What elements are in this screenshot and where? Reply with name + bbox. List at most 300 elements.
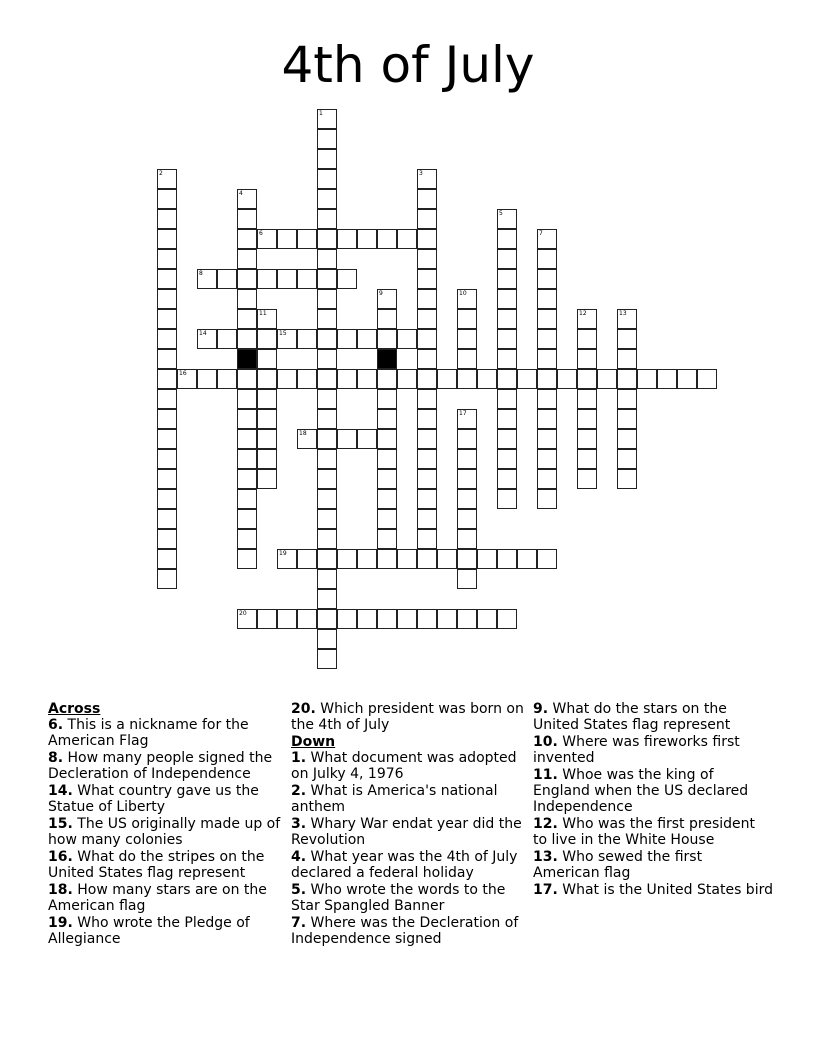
grid-cell[interactable] xyxy=(417,349,437,369)
grid-cell[interactable] xyxy=(617,349,637,369)
grid-cell[interactable] xyxy=(517,549,537,569)
grid-cell[interactable] xyxy=(237,509,257,529)
clue-number-label: 11 xyxy=(259,310,267,317)
grid-cell[interactable] xyxy=(617,309,637,329)
grid-cell[interactable] xyxy=(257,469,277,489)
clue-number-label: 17 xyxy=(459,410,467,417)
grid-cell[interactable] xyxy=(197,329,217,349)
clues-column-2 xyxy=(291,701,531,948)
grid-cell[interactable] xyxy=(417,309,437,329)
grid-cell[interactable] xyxy=(237,329,257,349)
grid-cell[interactable] xyxy=(457,369,477,389)
grid-cell[interactable] xyxy=(477,369,497,389)
grid-cell[interactable] xyxy=(237,309,257,329)
clue-number-label: 6 xyxy=(259,230,263,237)
grid-cell[interactable] xyxy=(417,429,437,449)
grid-cell[interactable] xyxy=(337,269,357,289)
grid-cell[interactable] xyxy=(457,349,477,369)
grid-cell[interactable] xyxy=(277,609,297,629)
grid-cell[interactable] xyxy=(317,569,337,589)
grid-cell[interactable] xyxy=(457,509,477,529)
clue-section-header: Down xyxy=(291,734,336,750)
grid-cell[interactable] xyxy=(317,509,337,529)
clue-number: 13. xyxy=(533,849,558,865)
grid-cell[interactable] xyxy=(617,469,637,489)
grid-cell[interactable] xyxy=(317,269,337,289)
grid-cell[interactable] xyxy=(617,329,637,349)
grid-cell[interactable] xyxy=(417,209,437,229)
grid-cell[interactable] xyxy=(457,489,477,509)
clue-number-label: 1 xyxy=(319,110,323,117)
clue-number: 11. xyxy=(533,767,558,783)
clue-number: 7. xyxy=(291,915,307,931)
grid-cell[interactable] xyxy=(317,129,337,149)
grid-cell[interactable] xyxy=(317,109,337,129)
grid-cell[interactable] xyxy=(417,469,437,489)
grid-cell[interactable] xyxy=(237,249,257,269)
grid-cell[interactable] xyxy=(297,609,317,629)
grid-cell[interactable] xyxy=(497,209,517,229)
grid-cell[interactable] xyxy=(577,409,597,429)
grid-cell[interactable] xyxy=(157,409,177,429)
grid-cell[interactable] xyxy=(617,409,637,429)
clue-item xyxy=(533,816,773,848)
grid-cell[interactable] xyxy=(297,229,317,249)
grid-cell[interactable] xyxy=(497,389,517,409)
grid-cell[interactable] xyxy=(277,229,297,249)
clue-text: What is America's national anthem xyxy=(291,783,498,815)
grid-cell[interactable] xyxy=(237,429,257,449)
grid-cell[interactable] xyxy=(297,429,317,449)
grid-cell[interactable] xyxy=(537,469,557,489)
grid-cell[interactable] xyxy=(477,609,497,629)
clue-item xyxy=(291,849,531,881)
grid-cell[interactable] xyxy=(497,289,517,309)
clue-number: 9. xyxy=(533,701,549,717)
clue-number: 19. xyxy=(48,915,73,931)
grid-cell[interactable] xyxy=(157,249,177,269)
grid-cell[interactable] xyxy=(257,309,277,329)
clue-number: 8. xyxy=(48,750,64,766)
grid-cell[interactable] xyxy=(357,329,377,349)
clue-item xyxy=(48,849,288,881)
grid-cell[interactable] xyxy=(237,289,257,309)
grid-cell[interactable] xyxy=(677,369,697,389)
clue-text: Who sewed the first American flag xyxy=(533,849,703,881)
grid-cell[interactable] xyxy=(157,229,177,249)
grid-cell[interactable] xyxy=(457,449,477,469)
grid-cell[interactable] xyxy=(357,609,377,629)
clue-text: How many people signed the Decleration of Independence xyxy=(48,750,273,782)
grid-cell[interactable] xyxy=(317,549,337,569)
clue-item xyxy=(533,849,773,881)
grid-cell[interactable] xyxy=(437,609,457,629)
clue-number-label: 2 xyxy=(159,170,163,177)
grid-cell[interactable] xyxy=(257,369,277,389)
grid-cell[interactable] xyxy=(237,409,257,429)
grid-cell[interactable] xyxy=(457,309,477,329)
clue-text: What document was adopted on Julky 4, 1976 xyxy=(291,750,517,782)
grid-cell[interactable] xyxy=(297,369,317,389)
grid-cell[interactable] xyxy=(537,409,557,429)
grid-cell[interactable] xyxy=(377,369,397,389)
grid-cell[interactable] xyxy=(237,209,257,229)
grid-cell[interactable] xyxy=(377,429,397,449)
grid-cell[interactable] xyxy=(377,469,397,489)
grid-cell[interactable] xyxy=(237,189,257,209)
grid-cell[interactable] xyxy=(617,449,637,469)
grid-cell[interactable] xyxy=(577,369,597,389)
grid-cell[interactable] xyxy=(317,389,337,409)
grid-cell[interactable] xyxy=(237,269,257,289)
clue-number: 3. xyxy=(291,816,307,832)
grid-cell[interactable] xyxy=(497,469,517,489)
clue-number-label: 16 xyxy=(179,370,187,377)
clue-number: 4. xyxy=(291,849,307,865)
grid-cell[interactable] xyxy=(417,169,437,189)
clue-number: 20. xyxy=(291,701,316,717)
grid-cell[interactable] xyxy=(457,329,477,349)
grid-cell[interactable] xyxy=(337,369,357,389)
grid-cell[interactable] xyxy=(457,289,477,309)
clue-section-header: Across xyxy=(48,701,101,717)
grid-cell[interactable] xyxy=(237,549,257,569)
grid-cell[interactable] xyxy=(577,389,597,409)
grid-cell[interactable] xyxy=(157,489,177,509)
grid-cell[interactable] xyxy=(257,269,277,289)
grid-cell[interactable] xyxy=(357,229,377,249)
clue-text: The US originally made up of how many colonies xyxy=(48,816,281,848)
grid-cell[interactable] xyxy=(377,389,397,409)
grid-cell[interactable] xyxy=(537,449,557,469)
grid-cell[interactable] xyxy=(397,329,417,349)
grid-cell[interactable] xyxy=(157,349,177,369)
clue-number-label: 9 xyxy=(379,290,383,297)
clue-text: What is the United States bird xyxy=(557,882,773,898)
grid-cell[interactable] xyxy=(417,329,437,349)
grid-cell[interactable] xyxy=(357,429,377,449)
grid-cell[interactable] xyxy=(157,509,177,529)
grid-cell[interactable] xyxy=(377,309,397,329)
grid-cell[interactable] xyxy=(317,189,337,209)
grid-cell[interactable] xyxy=(157,189,177,209)
grid-cell[interactable] xyxy=(577,349,597,369)
grid-cell[interactable] xyxy=(297,549,317,569)
grid-cell[interactable] xyxy=(317,349,337,369)
grid-cell[interactable] xyxy=(377,329,397,349)
grid-cell[interactable] xyxy=(157,209,177,229)
grid-cell[interactable] xyxy=(217,369,237,389)
grid-cell[interactable] xyxy=(157,569,177,589)
clue-text: How many stars are on the American flag xyxy=(48,882,267,914)
grid-cell[interactable] xyxy=(317,469,337,489)
clue-text: What do the stars on the United States flag represent xyxy=(533,701,731,733)
grid-cell[interactable] xyxy=(537,229,557,249)
grid-cell[interactable] xyxy=(497,449,517,469)
grid-cell[interactable] xyxy=(257,389,277,409)
grid-cell[interactable] xyxy=(377,549,397,569)
grid-cell[interactable] xyxy=(197,369,217,389)
grid-cell[interactable] xyxy=(157,549,177,569)
clue-item xyxy=(291,915,531,947)
grid-cell[interactable] xyxy=(537,549,557,569)
clue-item xyxy=(291,750,531,782)
clue-text: What do the stripes on the United States flag represent xyxy=(48,849,265,881)
grid-cell[interactable] xyxy=(317,409,337,429)
grid-cell[interactable] xyxy=(257,409,277,429)
grid-cell[interactable] xyxy=(277,549,297,569)
grid-cell[interactable] xyxy=(417,289,437,309)
clue-item xyxy=(291,816,531,848)
grid-cell[interactable] xyxy=(337,329,357,349)
grid-cell[interactable] xyxy=(557,369,577,389)
grid-cell[interactable] xyxy=(277,269,297,289)
clue-number-label: 7 xyxy=(539,230,543,237)
grid-cell[interactable] xyxy=(457,549,477,569)
grid-cell[interactable] xyxy=(497,229,517,249)
grid-cell[interactable] xyxy=(437,549,457,569)
clue-text: What country gave us the Statue of Liberty xyxy=(48,783,259,815)
grid-cell[interactable] xyxy=(317,209,337,229)
grid-cell[interactable] xyxy=(417,189,437,209)
grid-cell[interactable] xyxy=(597,369,617,389)
grid-cell[interactable] xyxy=(457,609,477,629)
grid-cell[interactable] xyxy=(417,369,437,389)
clue-item xyxy=(48,882,288,914)
grid-cell[interactable] xyxy=(397,229,417,249)
grid-cell[interactable] xyxy=(437,369,457,389)
grid-cell[interactable] xyxy=(297,269,317,289)
grid-cell[interactable] xyxy=(577,329,597,349)
grid-cell[interactable] xyxy=(497,489,517,509)
grid-cell[interactable] xyxy=(417,529,437,549)
grid-cell[interactable] xyxy=(497,249,517,269)
grid-cell[interactable] xyxy=(317,149,337,169)
grid-cell[interactable] xyxy=(517,369,537,389)
grid-cell[interactable] xyxy=(537,489,557,509)
grid-cell[interactable] xyxy=(417,509,437,529)
clue-item xyxy=(533,882,773,898)
grid-cell[interactable] xyxy=(577,449,597,469)
grid-cell[interactable] xyxy=(317,429,337,449)
grid-cell[interactable] xyxy=(357,369,377,389)
grid-cell[interactable] xyxy=(397,609,417,629)
clues-column-1 xyxy=(48,701,288,948)
grid-cell[interactable] xyxy=(417,409,437,429)
grid-cell[interactable] xyxy=(537,329,557,349)
grid-cell[interactable] xyxy=(497,269,517,289)
grid-cell[interactable] xyxy=(317,229,337,249)
clue-item xyxy=(533,701,773,733)
grid-cell[interactable] xyxy=(417,269,437,289)
grid-cell[interactable] xyxy=(537,389,557,409)
grid-cell[interactable] xyxy=(657,369,677,389)
grid-cell[interactable] xyxy=(497,549,517,569)
grid-cell[interactable] xyxy=(457,569,477,589)
grid-cell[interactable] xyxy=(377,449,397,469)
grid-cell[interactable] xyxy=(157,269,177,289)
grid-cell[interactable] xyxy=(257,429,277,449)
grid-cell[interactable] xyxy=(457,469,477,489)
grid-cell[interactable] xyxy=(317,369,337,389)
grid-cell[interactable] xyxy=(577,309,597,329)
grid-cell[interactable] xyxy=(397,369,417,389)
grid-cell[interactable] xyxy=(457,529,477,549)
grid-cell[interactable] xyxy=(417,229,437,249)
grid-cell[interactable] xyxy=(537,249,557,269)
grid-cell[interactable] xyxy=(157,169,177,189)
grid-cell[interactable] xyxy=(497,329,517,349)
grid-cell[interactable] xyxy=(157,389,177,409)
grid-cell[interactable] xyxy=(257,229,277,249)
grid-cell[interactable] xyxy=(337,229,357,249)
grid-cell[interactable] xyxy=(217,269,237,289)
grid-cell[interactable] xyxy=(237,229,257,249)
grid-cell[interactable] xyxy=(377,289,397,309)
grid-cell[interactable] xyxy=(317,449,337,469)
grid-block xyxy=(377,349,397,369)
grid-cell[interactable] xyxy=(317,309,337,329)
clue-item xyxy=(533,734,773,766)
clue-text: Where was the Decleration of Independence signed xyxy=(291,915,519,947)
grid-cell[interactable] xyxy=(497,349,517,369)
clue-item xyxy=(48,750,288,782)
grid-cell[interactable] xyxy=(317,249,337,269)
clue-number: 16. xyxy=(48,849,73,865)
grid-cell[interactable] xyxy=(537,289,557,309)
grid-cell[interactable] xyxy=(157,369,177,389)
grid-cell[interactable] xyxy=(377,529,397,549)
grid-cell[interactable] xyxy=(697,369,717,389)
grid-cell[interactable] xyxy=(357,549,377,569)
grid-cell[interactable] xyxy=(617,429,637,449)
clue-number-label: 4 xyxy=(239,190,243,197)
grid-cell[interactable] xyxy=(157,529,177,549)
grid-cell[interactable] xyxy=(157,429,177,449)
grid-cell[interactable] xyxy=(257,609,277,629)
grid-cell[interactable] xyxy=(237,369,257,389)
clue-item xyxy=(48,915,288,947)
grid-cell[interactable] xyxy=(317,649,337,669)
clue-number-label: 8 xyxy=(199,270,203,277)
grid-cell[interactable] xyxy=(417,609,437,629)
grid-cell[interactable] xyxy=(317,489,337,509)
grid-cell[interactable] xyxy=(157,449,177,469)
grid-cell[interactable] xyxy=(497,609,517,629)
clue-number-label: 13 xyxy=(619,310,627,317)
grid-cell[interactable] xyxy=(537,429,557,449)
grid-cell[interactable] xyxy=(457,409,477,429)
grid-cell[interactable] xyxy=(197,269,217,289)
clue-number: 2. xyxy=(291,783,307,799)
grid-cell[interactable] xyxy=(417,489,437,509)
grid-cell[interactable] xyxy=(617,389,637,409)
grid-cell[interactable] xyxy=(237,529,257,549)
grid-cell[interactable] xyxy=(297,329,317,349)
grid-cell[interactable] xyxy=(417,389,437,409)
grid-cell[interactable] xyxy=(497,409,517,429)
grid-cell[interactable] xyxy=(317,329,337,349)
grid-cell[interactable] xyxy=(637,369,657,389)
grid-cell[interactable] xyxy=(277,369,297,389)
grid-cell[interactable] xyxy=(497,309,517,329)
grid-cell[interactable] xyxy=(217,329,237,349)
grid-cell[interactable] xyxy=(157,329,177,349)
grid-cell[interactable] xyxy=(237,469,257,489)
grid-cell[interactable] xyxy=(377,609,397,629)
grid-cell[interactable] xyxy=(337,429,357,449)
clue-number: 1. xyxy=(291,750,307,766)
clue-text: Whoe was the king of England when the US declared Independence xyxy=(533,767,749,815)
grid-cell[interactable] xyxy=(417,549,437,569)
clue-number-label: 10 xyxy=(459,290,467,297)
clue-text: What year was the 4th of July declared a federal holiday xyxy=(291,849,518,881)
grid-cell[interactable] xyxy=(337,609,357,629)
grid-cell[interactable] xyxy=(237,489,257,509)
grid-cell[interactable] xyxy=(277,329,297,349)
clue-item xyxy=(48,717,288,749)
clue-number-label: 5 xyxy=(499,210,503,217)
grid-cell[interactable] xyxy=(317,589,337,609)
grid-cell[interactable] xyxy=(317,629,337,649)
grid-cell[interactable] xyxy=(617,369,637,389)
grid-cell[interactable] xyxy=(257,449,277,469)
grid-cell[interactable] xyxy=(477,549,497,569)
grid-cell[interactable] xyxy=(177,369,197,389)
grid-cell[interactable] xyxy=(577,429,597,449)
clue-item xyxy=(48,816,288,848)
grid-cell[interactable] xyxy=(537,369,557,389)
grid-cell[interactable] xyxy=(157,309,177,329)
grid-cell[interactable] xyxy=(377,509,397,529)
grid-cell[interactable] xyxy=(577,469,597,489)
grid-cell[interactable] xyxy=(157,289,177,309)
grid-cell[interactable] xyxy=(337,549,357,569)
grid-cell[interactable] xyxy=(457,429,477,449)
grid-cell[interactable] xyxy=(237,609,257,629)
grid-cell[interactable] xyxy=(157,469,177,489)
grid-cell[interactable] xyxy=(377,409,397,429)
grid-cell[interactable] xyxy=(497,429,517,449)
grid-cell[interactable] xyxy=(417,449,437,469)
grid-cell[interactable] xyxy=(537,349,557,369)
clue-text: Which president was born on the 4th of July xyxy=(291,701,524,733)
grid-cell[interactable] xyxy=(257,329,277,349)
grid-cell[interactable] xyxy=(317,289,337,309)
clue-number: 17. xyxy=(533,882,558,898)
grid-cell[interactable] xyxy=(257,349,277,369)
clue-item xyxy=(48,783,288,815)
grid-cell[interactable] xyxy=(377,229,397,249)
grid-cell[interactable] xyxy=(537,269,557,289)
grid-block xyxy=(237,349,257,369)
grid-cell[interactable] xyxy=(317,169,337,189)
clue-number: 12. xyxy=(533,816,558,832)
grid-cell[interactable] xyxy=(317,609,337,629)
clue-number: 6. xyxy=(48,717,64,733)
grid-cell[interactable] xyxy=(537,309,557,329)
grid-cell[interactable] xyxy=(497,369,517,389)
clue-number-label: 18 xyxy=(299,430,307,437)
clue-item xyxy=(291,783,531,815)
grid-cell[interactable] xyxy=(397,549,417,569)
clue-number-label: 15 xyxy=(279,330,287,337)
grid-cell[interactable] xyxy=(237,449,257,469)
grid-cell[interactable] xyxy=(377,489,397,509)
grid-cell[interactable] xyxy=(237,389,257,409)
grid-cell[interactable] xyxy=(417,249,437,269)
grid-cell[interactable] xyxy=(317,529,337,549)
